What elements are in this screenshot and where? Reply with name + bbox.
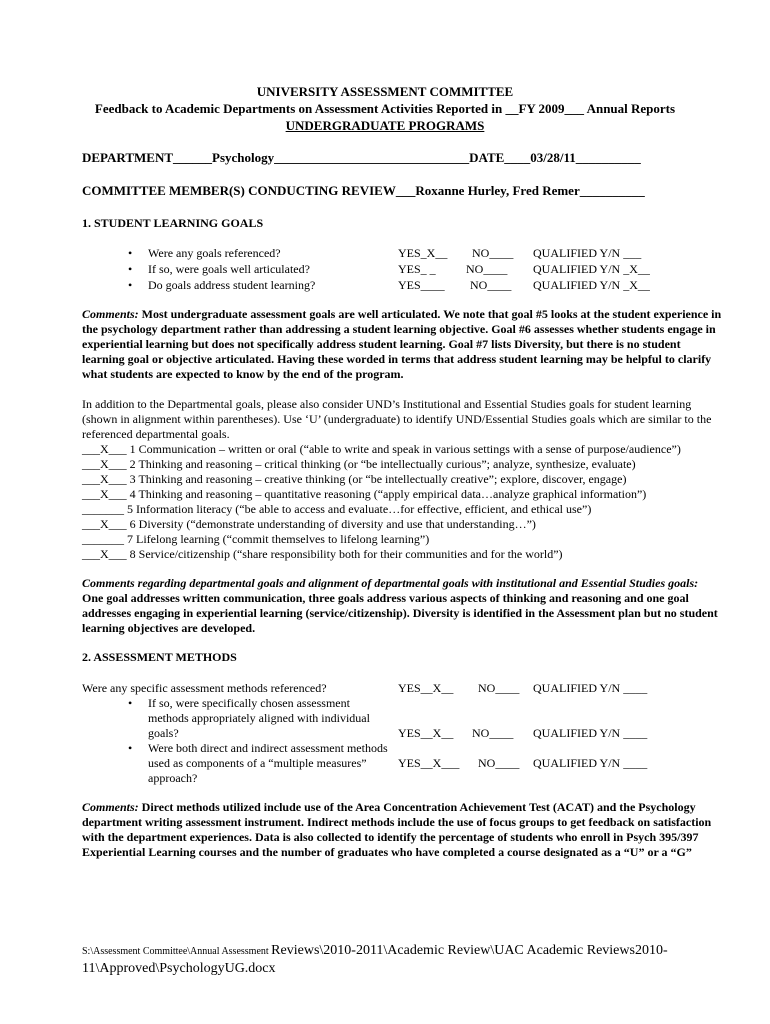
answer-qualified: QUALIFIED Y/N _X__ <box>533 262 650 276</box>
footer-prefix: S:\Assessment Committee\Annual Assessment <box>82 946 272 957</box>
programs-title: UNDERGRADUATE PROGRAMS <box>285 118 485 133</box>
goal-item: _______ 5 Information literacy (“be able to access and evaluate…for effective, efficient, and ethical use”) <box>82 502 592 516</box>
goal-item: ___X___ 2 Thinking and reasoning – critical thinking (or “be intellectually curious”; analyze, synthesize, evaluate) <box>82 457 636 471</box>
goal-item: ___X___ 8 Service/citizenship (“share responsibility both for their communities and for the world”) <box>82 547 563 561</box>
reviewers-line: COMMITTEE MEMBER(S) CONDUCTING REVIEW___Roxanne Hurley, Fred Remer__________ <box>82 183 645 198</box>
comments-label: Comments: <box>82 800 139 814</box>
answer-yes: YES__X__ <box>398 681 454 695</box>
answer-no: NO____ <box>472 726 514 740</box>
institutional-goals-instructions: In addition to the Departmental goals, please also consider UND’s Institutional and Essential Studies goals for student learning (shown in alignment within parentheses). Use ‘U’ (undergraduate) to identify UND/Essential Studies goals which are similar to the referenced departmental goals. <box>82 397 712 441</box>
answer-qualified: QUALIFIED Y/N _X__ <box>533 278 650 292</box>
answer-yes: YES__X__ <box>398 726 454 740</box>
question-text: If so, were goals well articulated? <box>148 262 310 276</box>
goal-item: ___X___ 6 Diversity (“demonstrate understanding of diversity and use that understanding…”) <box>82 517 536 531</box>
comments-label: Comments: <box>82 307 139 321</box>
answer-no: NO____ <box>466 262 508 276</box>
question-text: Were any goals referenced? <box>148 246 281 260</box>
answer-no: NO____ <box>470 278 512 292</box>
section1-comments <box>82 307 722 382</box>
alignment-label: Comments regarding departmental goals and alignment of departmental goals with institutional and Essential Studies goals: <box>82 576 699 590</box>
answer-yes: YES_ _ <box>398 262 436 276</box>
answer-yes: YES____ <box>398 278 445 292</box>
answer-no: NO____ <box>478 681 520 695</box>
file-path-footer <box>82 942 702 977</box>
feedback-subtitle: Feedback to Academic Departments on Assessment Activities Reported in __FY 2009___ Annual Reports <box>94 101 676 116</box>
answer-qualified: QUALIFIED Y/N ____ <box>533 681 648 695</box>
section2-heading: 2. ASSESSMENT METHODS <box>82 650 237 664</box>
answer-qualified: QUALIFIED Y/N ____ <box>533 756 648 770</box>
alignment-comments <box>82 576 722 636</box>
question-text: If so, were specifically chosen assessment methods appropriately aligned with individual goals? <box>148 696 370 740</box>
goal-item: ___X___ 1 Communication – written or oral (“able to write and speak in various settings with a sense of purpose/audience”) <box>82 442 681 456</box>
department-date-line: DEPARTMENT______Psychology______________________________DATE____03/28/11__________ <box>82 150 641 165</box>
section2-comments <box>82 800 722 860</box>
answer-qualified: QUALIFIED Y/N ____ <box>533 726 648 740</box>
section1-heading: 1. STUDENT LEARNING GOALS <box>82 216 264 230</box>
bullet-icon: • <box>128 696 133 710</box>
question-text: Do goals address student learning? <box>148 278 316 292</box>
bullet-icon: • <box>128 262 133 276</box>
bullet-icon: • <box>128 246 133 260</box>
answer-qualified: QUALIFIED Y/N ___ <box>533 246 642 260</box>
footer-path: Reviews\2010-2011\Academic Review\UAC Academic Reviews2010-11\Approved\PsychologyUG.docx <box>82 943 668 976</box>
goal-item: ___X___ 4 Thinking and reasoning – quantitative reasoning (“apply empirical data…analyze graphical information”) <box>82 487 647 501</box>
answer-no: NO____ <box>472 246 514 260</box>
goal-item: _______ 7 Lifelong learning (“commit themselves to lifelong learning”) <box>82 532 430 546</box>
question-text: Were both direct and indirect assessment methods used as components of a “multiple measures” approach? <box>148 741 388 785</box>
comments-text: Most undergraduate assessment goals are well articulated. We note that goal #5 looks at the student experience in the psychology department rather than addressing a student learning objective. Goal #6 assesses whether students engage in experiential learning but does not specifically address student learning. Goal #7 lists Diversity, but there is no student learning goal or objective articulated. Having these worded in terms that address student learning may be helpful to clarify what students are expected to know by the end of the program. <box>82 307 722 381</box>
committee-title: UNIVERSITY ASSESSMENT COMMITTEE <box>256 84 514 99</box>
goal-item: ___X___ 3 Thinking and reasoning – creative thinking (or “be intellectually creative”; explore, discover, engage) <box>82 472 627 486</box>
answer-yes: YES_X__ <box>398 246 448 260</box>
answer-no: NO____ <box>478 756 520 770</box>
alignment-text: One goal addresses written communication, three goals address various aspects of thinking and reasoning and one goal addresses engaging in experiential learning (service/citizenship). Diversity is identified in the Assessment plan but no student learning objectives are developed. <box>82 591 718 635</box>
comments-text: Direct methods utilized include use of the Area Concentration Achievement Test (ACAT) and the Psychology department writing assessment instrument. Indirect methods include the use of focus groups to get feedback on satisfaction with the department experiences. Data is also collected to identify the percentage of students who enroll in Psych 395/397 Experiential Learning courses and the number of graduates who have completed a course designated as a “U” or a “G” <box>82 800 712 859</box>
question-text: Were any specific assessment methods referenced? <box>82 681 327 695</box>
bullet-icon: • <box>128 278 133 292</box>
answer-yes: YES__X___ <box>398 756 460 770</box>
bullet-icon: • <box>128 741 133 755</box>
